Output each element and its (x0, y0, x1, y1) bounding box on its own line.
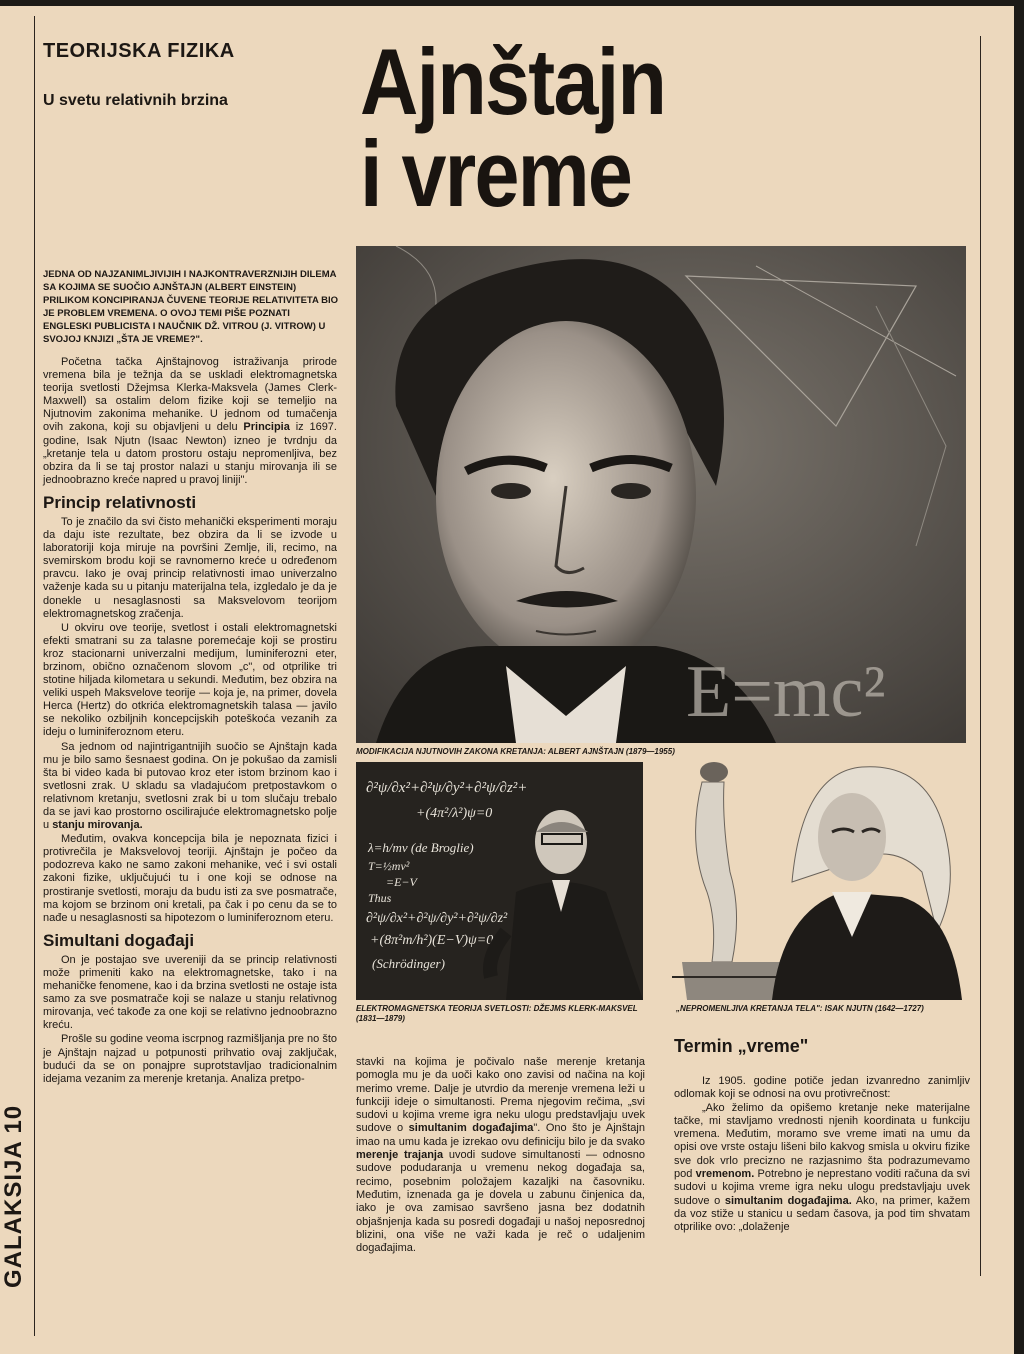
body-paragraph: Početna tačka Ajnštajnovog istraživanja prirode vremena bila je težnja da se uskladi elektromagnetska teorija svetlosti Džejmsa Klerka-Maksvela (James Clerk-Maxwell) sa ostalim delom fizike koji se temeljio na Njutnovim zakonima mehanike. U jednom od tumačenja ovih zakona, koji su objavljeni u delu Principia iz 1697. godine, Isak Njutn (Isaac Newton) izneo je tvrdnju da „kretanje tela u datom prostoru ostaju nepromenljiva, bez obzira da li se taj prostor nalazi u stanju mirovanja ili se jednoobrazno kreće napred u pravoj liniji". (43, 356, 337, 486)
caption-main: MODIFIKACIJA NJUTNOVIH ZAKONA KRETANJA: ALBERT AJNŠTAJN (1879—1955) (356, 747, 675, 756)
section-label: TEORIJSKA FIZIKA (43, 40, 235, 62)
body-paragraph: stavki na kojima je počivalo naše merenje kretanja pomogla mu je da uoči kako ono zavisi od načina na koji merimo vreme. Dalje je utvrdio da merenje vremena leži u funkciji ideje o simultanosti. Prema njegovim rečima, „svi sudovi u kojima vreme igra neku ulogu predstavljaju uvek sudove o simultanim događajima". Ono što je Ajnštajn imao na umu kada je izrekao ovu definiciju bilo je da svako merenje trajanja uvodi sudove simultanosti — odnosno sudove podudaranja u vremenu nekog događaja sa, recimo, posebnim položajem kazaljki na časovniku. Međutim, iznenada ga je dovela u zabunu činjenica da, iako je ova zamisao savršeno jasna bez dodatnih objašnjenja kada su posredi događaji u našoj neposrednoj blizini, ona više ne važi kada je reč o udaljenim događajima. (356, 1056, 646, 1255)
board-line: ∂²ψ/∂x²+∂²ψ/∂y²+∂²ψ/∂z² (366, 911, 508, 926)
subheading-princip: Princip relativnosti (43, 492, 197, 512)
newton-illustration (672, 762, 972, 1000)
body-column-middle (356, 1056, 645, 1255)
formula-text: E=mc² (686, 651, 886, 733)
board-line: ∂²ψ/∂x²+∂²ψ/∂y²+∂²ψ/∂z²+ (366, 780, 528, 796)
body-column-right (674, 1036, 970, 1235)
article-title (360, 29, 666, 226)
body-paragraph: Prošle su godine veoma iscrpnog razmišljanja pre no što je Ajnštajn najzad u potpunosti prihvatio ovaj zaključak, budući da se on ponajpre suprotstavljao tradicionalnim idejama vezanim za merenje kretanja. Analiza pretpo- (43, 1033, 337, 1085)
body-paragraph: „Ako želimo da opišemo kretanje neke materijalne tačke, mi stavljamo vrednosti njenih koordinata u funkciju vremena. Međutim, moramo sve vreme imati na umu da opisi ove vrste ostaju lišeni bilo kakvog smisla u okviru fizike sve dok vrlo precizno ne razjasnimo šta podrazumevamo pod vremenom. Potrebno je neprestano voditi računa da svi sudovi u kojima vreme igra neku ulogu predstavljaju uvek sudove o simultanim događajima. Ako, na primer, kažem da voz stiže u stanicu u sedam časova, ja pod tim shvatam otprilike ovo: „dolaženje (674, 1101, 971, 1234)
board-line: (Schrödinger) (372, 956, 445, 971)
subheading-simultani: Simultani događaji (43, 930, 195, 950)
body-paragraph: On je postajao sve uvereniji da se princip relativnosti može primeniti kako na elektromagnetske, tako i na mehaničke fenomene, kao i da brzina svetlosti ne ostaje ista samo za sve posmatrače koji se nalaze u stanju relativnog mirovanja, već takođe za one koji se relativno jednoobrazno kreću. (43, 953, 337, 1032)
board-line: λ=h/mv (de Broglie) (368, 840, 474, 855)
side-mark: GALAKSIJA 10 (0, 1104, 27, 1288)
lead-paragraph: JEDNA OD NAJZANIMLJIVIJIH I NAJKONTRAVERZNIJIH DILEMA SA KOJIMA SE SUOČIO AJNŠTAJN (ALBERT EINSTEIN) PRILIKOM KONCIPIRANJA ČUVENE TEORIJE RELATIVITETA BIO JE PROBLEM VREMENA. O OVOJ TEMI PIŠE POZNATI ENGLESKI PUBLICISTA I NAUČNIK DŽ. VITROU (J. VITROW) U SVOJOJ KNJIZI „ŠTA JE VREME?". (43, 269, 339, 345)
blackboard-photo (356, 762, 643, 1000)
left-rule (34, 16, 35, 1336)
subsection-label: U svetu relativnih brzina (43, 92, 228, 109)
body-paragraph: Iz 1905. godine potiče jedan izvanredno zanimljiv odlomak koji se odnosi na ovu protivrečnost: (674, 1075, 970, 1101)
caption-left: ELEKTROMAGNETSKA TEORIJA SVETLOSTI: DŽEJMS KLERK-MAKSVEL (1831—1879) (356, 1004, 638, 1023)
board-line: +(8π²m/h²)(E−V)ψ=0 (370, 933, 494, 948)
board-line: =E−V (386, 875, 417, 889)
einstein-portrait-illustration (356, 246, 966, 743)
title-line-2: i vreme (360, 121, 632, 226)
einstein-portrait (356, 246, 966, 743)
body-paragraph: Međutim, ovakva koncepcija bila je nepoznata fizici i protivrečila je Maksvelovoj teoriji. Ajnštajn je počeo da podozreva kako ne samo zakoni mehanike, već i svi ostali zakoni fizike, uključujući tu i one koji se odnose na prostiranje svetlosti, moraju da budu isti za sve posmatrače, ma kojom se brzinom oni kretali, pa čak i po cenu da se to nađe u nesaglasnosti sa hipotezom o luminiferoznom eteru. (43, 833, 337, 924)
board-line: +(4π²/λ²)ψ=0 (416, 806, 493, 821)
right-rule (980, 36, 981, 1276)
body-paragraph: Sa jednom od najintrigantnijih suočio se Ajnštajn kada mu je bilo samo šesnaest godina. On je pokušao da zamisli šta bi video kada bi putovao kroz eter istom brzinom kao i svetlosni zrak. U skladu sa vladajućom pretpostavkom o relativnom kretanju, svetlosni zrak bi u tom slučaju trebalo da se javi kao prostorno oscilirajuće elektromagnetsko polje u stanju mirovanja. (43, 740, 337, 832)
newton-drawing (672, 762, 972, 1000)
subheading-termin: Termin „vreme" (674, 1036, 809, 1056)
board-line: Thus (368, 891, 392, 905)
blackboard-illustration (356, 762, 643, 1000)
caption-right: „NEPROMENLJIVA KRETANJA TELA": ISAK NJUTN (1642—1727) (676, 1004, 924, 1013)
body-column-left (43, 356, 337, 1087)
title-line-1: Ajnštajn (360, 29, 666, 134)
body-paragraph: U okviru ove teorije, svetlost i ostali elektromagnetski efekti smatrani su za talasne poremećaje koji se prostiru kroz stacionarni univerzalni medijum, luminiferozni eter, brzinom, obično označenom slovom „c", od otprilike tri stotine hiljada kilometara u sekundi. Međutim, bez obzira na veliki uspeh Maksvelove teorije — koja je, na primer, dovela Herca (Hertz) do otkrića elektromagnetskih talasa — javilo se nekoliko ozbiljnih koncepcijskih poteškoća vezanih za ideju o luminiferoznom eteru. (43, 621, 337, 739)
board-line: T=½mv² (368, 859, 410, 873)
magazine-page (0, 6, 1014, 1354)
body-paragraph: To je značilo da svi čisto mehanički eksperimenti moraju da daju iste rezultate, bez obzira da li se izvode u laboratoriji koja miruje na površini Zemlje, ili, recimo, na svemirskom brodu koji se ravnomerno kreće u određenom pravcu. Iako je ovaj princip relativnosti imao univerzalno važenje kada su u pitanju materijalna tela, izgledalo je da je donekle u nesaglasnosti sa Maksvelovom teorijom elektromagnetskog zračenja. (43, 515, 337, 620)
